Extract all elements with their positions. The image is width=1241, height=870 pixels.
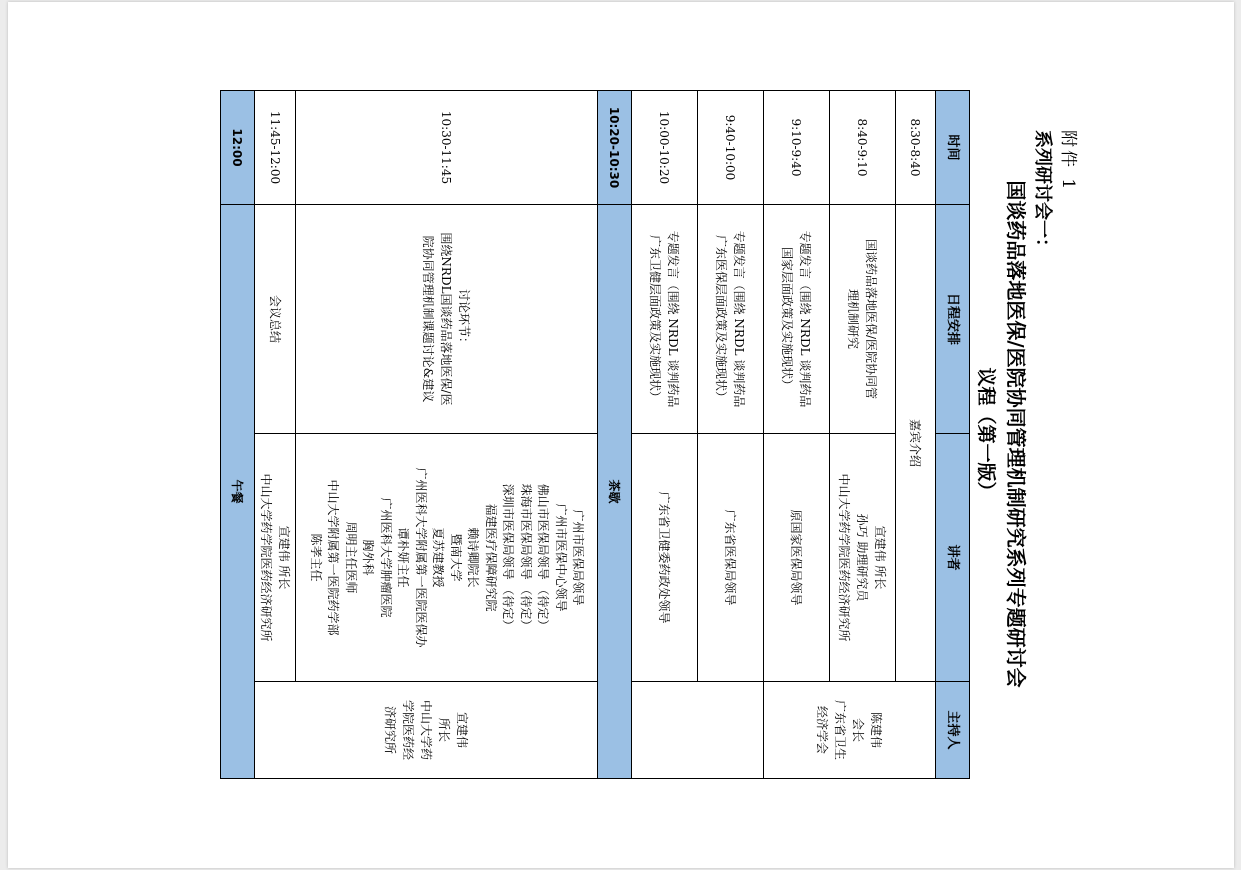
header-speaker: 讲者: [936, 434, 970, 682]
speaker-line: 珠海市医保局领导 （待定）: [519, 483, 533, 632]
tea-break: 茶歇: [598, 205, 632, 779]
agenda-line: 国家层面政策及实施现状）: [780, 246, 795, 391]
speaker-line: 赖诗卿院长: [466, 527, 481, 588]
speaker-cell: [830, 434, 896, 682]
document-title: 国谈药品落地医保/医院协同管理机制研究系列专题研讨会: [1004, 180, 1028, 688]
time-cell: 10:20-10:30: [598, 91, 632, 205]
agenda-cell: [632, 205, 698, 434]
speaker-line: 宣建伟 所长: [873, 525, 888, 590]
speaker-line: 暨南大学: [449, 533, 463, 582]
agenda-line: 广东医保层面政策及实施现状）: [714, 234, 729, 403]
table-row-break: [598, 91, 632, 779]
speaker-cell: 广东省卫健委药政处领导: [632, 434, 698, 682]
speaker-line: 深圳市医保局领导 （待定）: [501, 483, 516, 632]
agenda-line: 专题发言（围绕 NRDL 谈判药品: [798, 230, 813, 408]
document-header: [972, 90, 1087, 778]
agenda-line: 理机制研究: [846, 288, 861, 349]
time-cell: 9:10-9:40: [764, 91, 830, 205]
speaker-line: 福建医疗保障研究院: [484, 503, 498, 612]
speaker-line: 夏苏建教授: [431, 527, 446, 588]
speaker-line: 谭朴妍主任: [396, 527, 411, 588]
host-line: 陈建伟: [869, 711, 884, 748]
speaker-cell: [296, 434, 598, 682]
header-agenda: 日程安排: [936, 205, 970, 434]
agenda-cell: [830, 205, 896, 434]
time-cell: 8:30-8:40: [896, 91, 936, 205]
table-row: [698, 91, 764, 779]
table-row: [632, 91, 698, 779]
annex-label: 附件 1: [1058, 130, 1078, 193]
host-line: 宣建伟: [455, 711, 469, 748]
time-cell: 8:40-9:10: [830, 91, 896, 205]
speaker-cell: [255, 434, 296, 682]
agenda-line: 院协同管理机制课题讨论&建议: [421, 235, 436, 403]
table-row: [830, 91, 896, 779]
agenda-table: [220, 90, 970, 779]
header-time: 时间: [936, 91, 970, 205]
host-line: 济研究所: [383, 705, 397, 754]
agenda-line: 专题发言（围绕 NRDL 谈判药品: [732, 230, 747, 408]
document-subtitle: 议程（第一版）: [975, 367, 997, 501]
agenda-line: 讨论环节：: [457, 288, 472, 349]
agenda-line: 专题发言（围绕 NRDL 谈判药品: [666, 230, 681, 408]
time-cell: 10:00-10:20: [632, 91, 698, 205]
table-row: [255, 91, 296, 779]
series-title: 系列研讨会一：: [1032, 130, 1053, 256]
host-line: 所长: [437, 717, 451, 742]
speaker-line: 广州医科大学肿瘤医院: [379, 497, 393, 618]
speaker-line: 陈孝主任: [309, 533, 323, 582]
speaker-line: 孙巧 助理研究员: [855, 513, 870, 602]
speaker-cell: 原国家医保局领导: [764, 434, 830, 682]
host-line: 广东省卫生: [833, 699, 848, 760]
rotated-content: [117, 90, 1087, 778]
host-cell: [632, 682, 764, 779]
host-line: 会长: [851, 717, 866, 742]
agenda-cell: 嘉宾介绍: [896, 205, 936, 682]
table-row: [296, 91, 598, 779]
table-row: [896, 91, 936, 779]
table-row: [764, 91, 830, 779]
lunch-break: 午餐: [221, 205, 255, 779]
speaker-line: 中山大学药学院医药经济研究所: [837, 473, 852, 642]
agenda-cell: [296, 205, 598, 434]
host-cell: [764, 682, 936, 779]
speaker-cell: 广东省医保局领导: [698, 434, 764, 682]
speaker-line: 中山大学药学院医药经济研究所: [259, 473, 273, 642]
speaker-line: 周明主任医师: [344, 521, 358, 594]
speaker-line: 佛山市医保局领导 （待定）: [536, 483, 551, 632]
agenda-cell: [698, 205, 764, 434]
agenda-line: 广东卫健层面政策及实施现状）: [648, 234, 663, 403]
host-cell: [255, 682, 598, 779]
agenda-cell: 会议总结: [255, 205, 296, 434]
host-line: 经济学会: [815, 705, 830, 754]
header-host: 主持人: [936, 682, 970, 779]
agenda-cell: [764, 205, 830, 434]
speaker-line: 广州市医保局领导: [571, 509, 586, 606]
table-row-break: [221, 91, 255, 779]
speaker-line: 广州市医保中心领导: [554, 503, 568, 612]
host-line: 中山大学药: [419, 699, 433, 760]
speaker-line: 广州医科大学附属第一医院医保办: [414, 467, 428, 648]
time-cell: 9:40-10:00: [698, 91, 764, 205]
time-cell: 11:45-12:00: [255, 91, 296, 205]
time-cell: 12:00: [221, 91, 255, 205]
speaker-line: 中山大学附属第一医院药学部: [326, 479, 341, 636]
speaker-line: 胸外科: [361, 539, 376, 576]
table-header-row: [936, 91, 970, 779]
host-line: 学院医药经: [401, 699, 415, 760]
agenda-line: 围绕NRDL国谈药品落地医保/医: [439, 232, 454, 406]
agenda-line: 国谈药品落地医保/医院协同管: [864, 238, 879, 400]
time-cell: 10:30-11:45: [296, 91, 598, 205]
speaker-line: 宣建伟 所长: [277, 525, 291, 590]
